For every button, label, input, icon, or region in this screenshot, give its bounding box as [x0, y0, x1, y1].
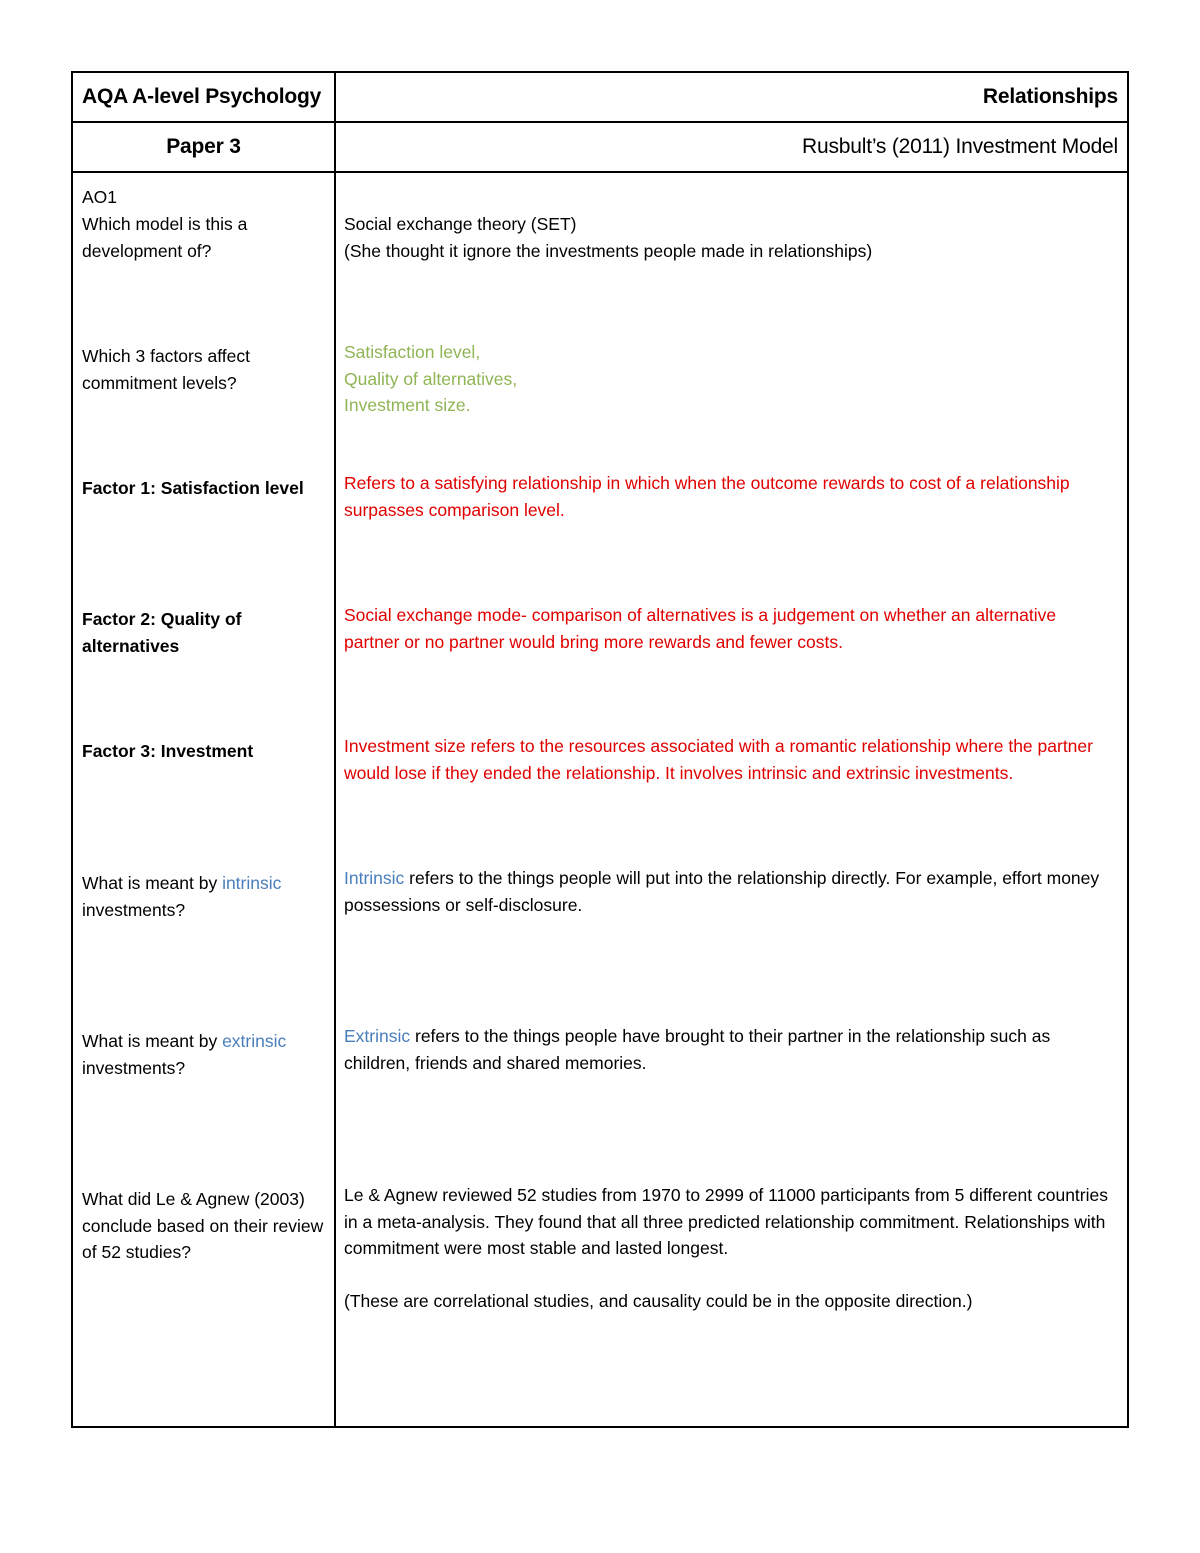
extrinsic-term: extrinsic: [222, 1031, 287, 1051]
question-le-agnew: What did Le & Agnew (2003) conclude based on their review of 52 studies?: [82, 1189, 324, 1262]
answer-line: Social exchange theory (SET): [344, 214, 577, 234]
answer-factor-3: Investment size refers to the resources associated with a romantic relationship where the partner would lose if they ended the relationship. It involves intrinsic and extrinsic investments.: [344, 736, 1093, 783]
question-factor-3: Factor 3: Investment: [82, 741, 254, 761]
question-three-factors: Which 3 factors affect commitment levels?: [82, 346, 250, 393]
factor-item: Quality of alternatives,: [344, 368, 518, 389]
intrinsic-term: Intrinsic: [344, 868, 405, 888]
answer-intrinsic: [344, 865, 1114, 918]
answer-text: refers to the things people have brought to their partner in the relationship such as children, friends and shared memories.: [344, 1026, 1051, 1073]
intrinsic-term: intrinsic: [222, 873, 282, 893]
course-title: AQA A-level Psychology: [82, 85, 322, 108]
question-factor-1: Factor 1: Satisfaction level: [82, 478, 304, 498]
row-divider: [73, 171, 1127, 173]
column-divider: [334, 73, 336, 1426]
answer-extrinsic: [344, 1023, 1114, 1076]
answer-note: (These are correlational studies, and causality could be in the opposite direction.): [344, 1290, 973, 1311]
factor-item: Satisfaction level,: [344, 342, 481, 362]
question-text: investments?: [82, 899, 186, 920]
topic-title: Relationships: [982, 85, 1118, 108]
row-divider: [73, 121, 1127, 123]
question-text: investments?: [82, 1057, 186, 1078]
answer-factor-2: Social exchange mode- comparison of alternatives is a judgement on whether an alternative partner or no partner would bring more rewards and fewer costs.: [344, 605, 1057, 652]
answer-three-factors: [344, 339, 1114, 419]
answer-text: refers to the things people will put into the relationship directly. For example, effort money possessions or self-disclosure.: [344, 868, 1100, 915]
extrinsic-term: Extrinsic: [344, 1026, 411, 1046]
answer-paragraph: Le & Agnew reviewed 52 studies from 1970 to 2999 of 11000 participants from 5 different countries in a meta-analysis. They found that all three predicted relationship commitment. Relationships with commitment were most stable and lasted longest.: [344, 1185, 1108, 1258]
question-intrinsic: [82, 870, 328, 923]
question-model-origin: Which model is this a development of?: [82, 214, 248, 261]
section-label: AO1: [82, 187, 118, 207]
answer-line: (She thought it ignore the investments people made in relationships): [344, 240, 873, 261]
paper-label: Paper 3: [166, 135, 241, 158]
question-factor-2: Factor 2: Quality of alternatives: [82, 609, 242, 656]
model-title: Rusbult’s (2011) Investment Model: [802, 135, 1118, 158]
worksheet-table: [71, 71, 1129, 1428]
question-extrinsic: [82, 1028, 328, 1081]
question-text: What is meant by: [82, 1031, 223, 1051]
answer-model-origin: [344, 211, 1114, 264]
answer-factor-1: Refers to a satisfying relationship in which when the outcome rewards to cost of a relationship surpasses comparison level.: [344, 473, 1070, 520]
question-text: What is meant by: [82, 873, 223, 893]
answer-le-agnew: [344, 1182, 1114, 1314]
factor-item: Investment size.: [344, 395, 471, 415]
